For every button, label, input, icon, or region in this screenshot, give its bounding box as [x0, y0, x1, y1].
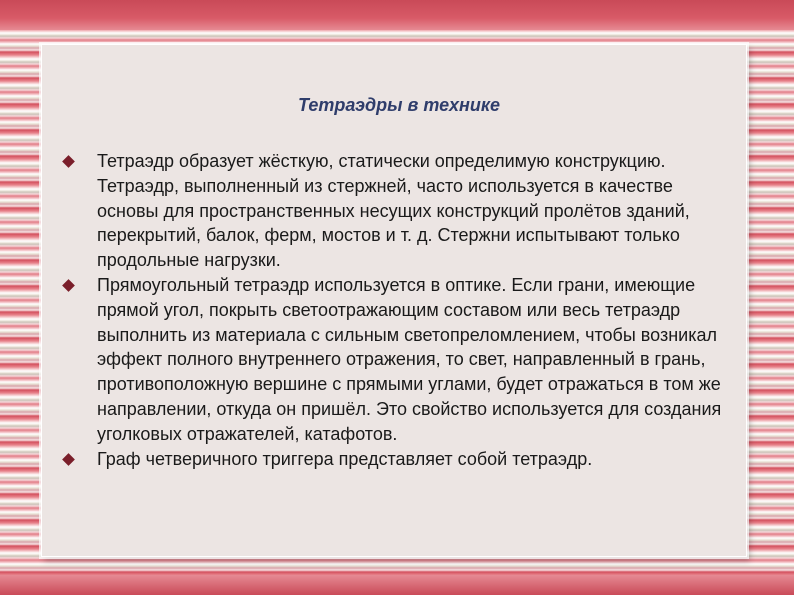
bullet-text: Граф четверичного триггера представляет собой тетраэдр. — [97, 448, 593, 469]
background-top-band — [0, 0, 794, 30]
bullet-item — [58, 149, 738, 273]
bullet-item — [58, 273, 738, 447]
background-bottom-band — [0, 575, 794, 595]
diamond-bullet-icon — [62, 155, 75, 168]
bullet-list — [58, 149, 738, 471]
bullet-item — [58, 447, 738, 472]
bullet-text: Тетраэдр образует жёсткую, статически определимую конструкцию. Тетраэдр, выполненный из стержней, часто используется в качестве основы для пространственных несущих конструкций пролётов зданий, перекрытий, балок, ферм, мостов и т. д. Стержни испытывают только продольные нагрузки. — [97, 151, 690, 271]
diamond-bullet-icon — [62, 453, 75, 466]
slide-title: Тетраэдры в технике — [298, 95, 500, 115]
slide-panel — [41, 44, 747, 557]
diamond-bullet-icon — [62, 279, 75, 292]
bullet-text: Прямоугольный тетраэдр используется в оптике. Если грани, имеющие прямой угол, покрыть светоотражающим составом или весь тетраэдр выполнить из материала с сильным светопреломлением, чтобы возникал эффект полного внутреннего отражения, то свет, направленный в грань, противоположную вершине с прямыми углами, будет отражаться в том же направлении, откуда он пришёл. Это свойство используется для создания уголковых отражателей, катафотов. — [97, 274, 722, 444]
